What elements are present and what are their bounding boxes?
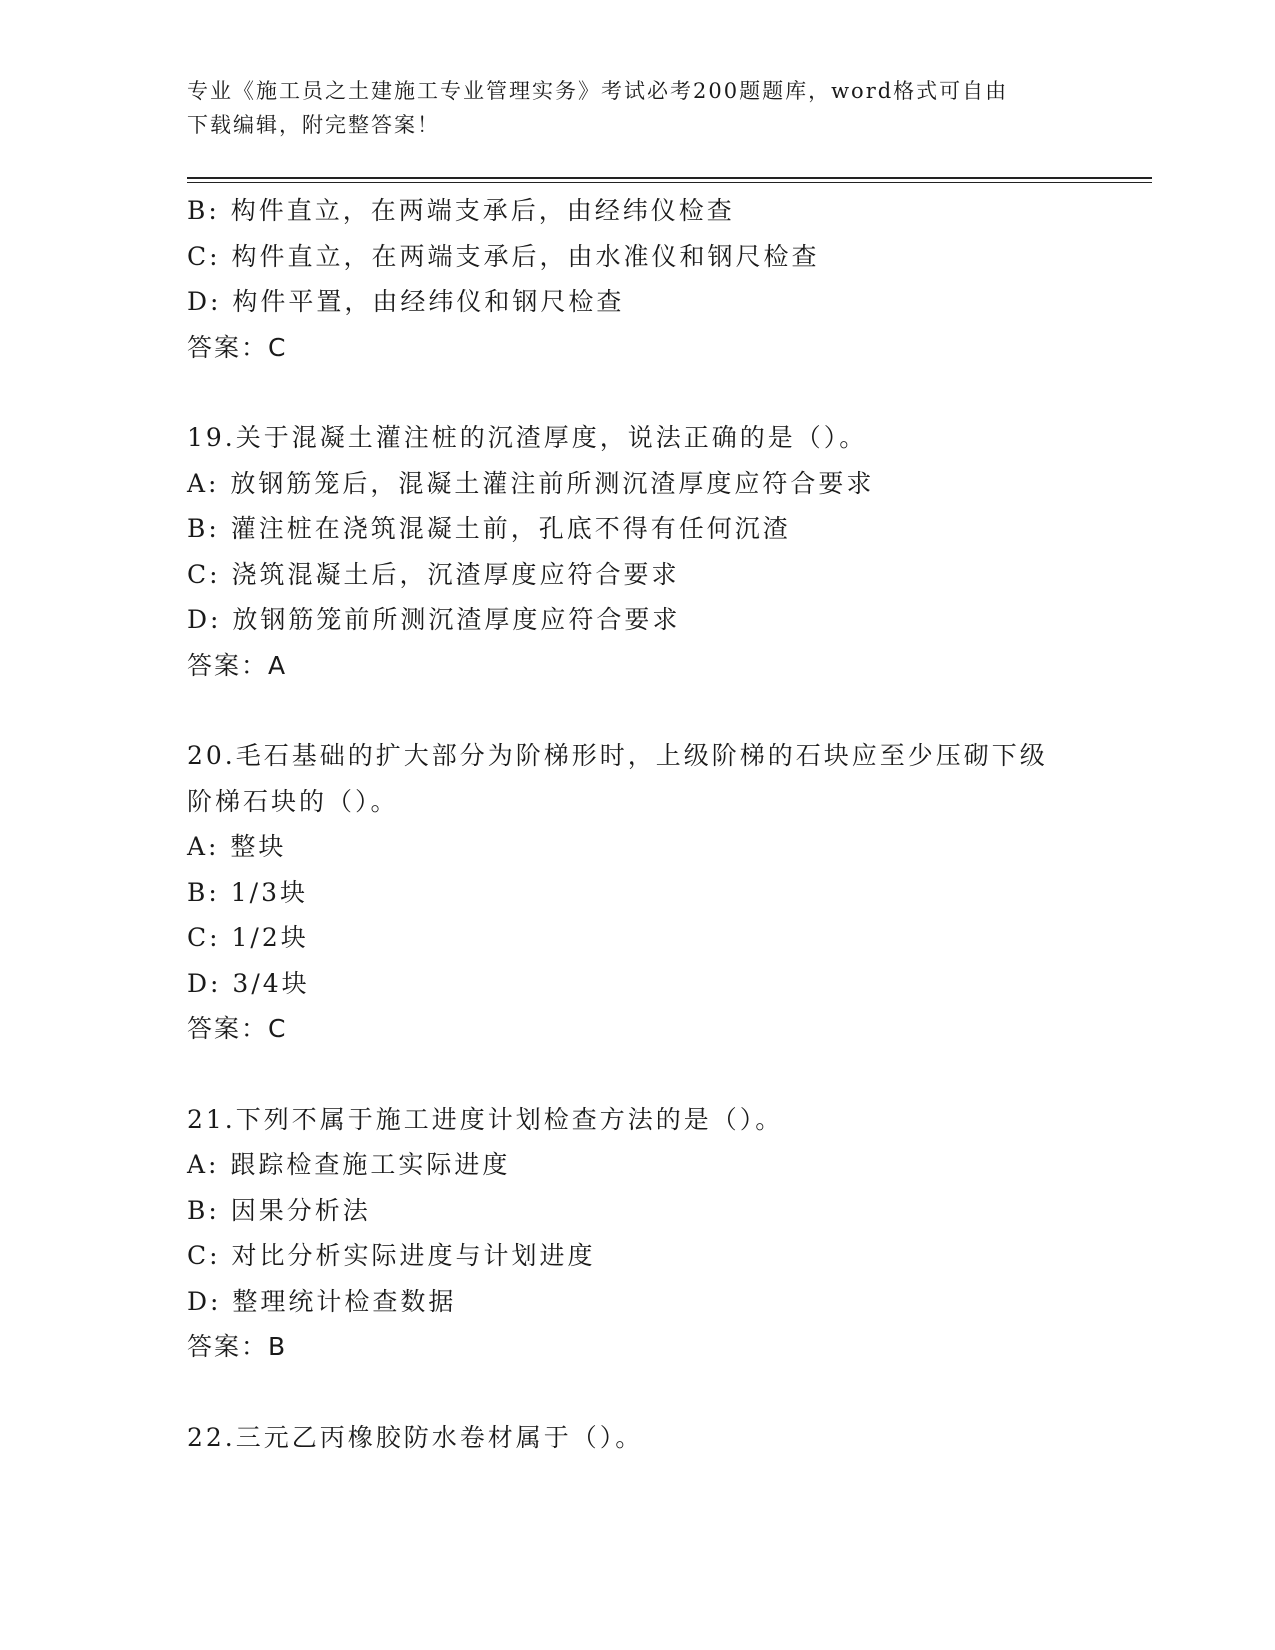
option-d: D: 整理统计检查数据 <box>187 1286 457 1316</box>
spacer <box>187 688 1147 733</box>
question-text: 21.下列不属于施工进度计划检查方法的是（）。 <box>187 1104 784 1134</box>
answer-line: 答案：B <box>187 1332 288 1361</box>
answer-line: 答案：A <box>187 650 288 680</box>
document-header <box>187 74 1087 142</box>
option-a: A: 整块 <box>187 832 287 861</box>
option-a: A: 跟踪检查施工实际进度 <box>187 1150 511 1179</box>
spacer <box>187 1370 1147 1415</box>
option-c: C: 浇筑混凝土后，沉渣厚度应符合要求 <box>187 559 680 589</box>
option-b: B: 因果分析法 <box>187 1195 371 1225</box>
question-text: 22.三元乙丙橡胶防水卷材属于（）。 <box>187 1422 644 1452</box>
question-block-20 <box>187 733 1147 1052</box>
option-c: C: 1/2块 <box>187 923 309 952</box>
answer-line: 答案：C <box>187 332 288 362</box>
spacer <box>187 1052 1147 1097</box>
question-text: 19.关于混凝土灌注桩的沉渣厚度，说法正确的是（）。 <box>187 423 868 452</box>
header-rule-thick <box>187 177 1152 179</box>
answer-line: 答案：C <box>187 1014 288 1043</box>
option-c: C: 对比分析实际进度与计划进度 <box>187 1241 596 1270</box>
question-text-line-2: 阶梯石块的（）。 <box>187 786 399 816</box>
question-content <box>187 188 1147 1460</box>
option-a: A: 放钢筋笼后，混凝土灌注前所测沉渣厚度应符合要求 <box>187 468 875 498</box>
option-d: D: 放钢筋笼前所测沉渣厚度应符合要求 <box>187 605 681 634</box>
option-d: D: 构件平置，由经纬仪和钢尺检查 <box>187 287 625 316</box>
spacer <box>187 370 1147 415</box>
header-line-2: 下载编辑，附完整答案！ <box>187 113 440 137</box>
question-block-21 <box>187 1097 1147 1370</box>
option-b: B: 1/3块 <box>187 877 308 907</box>
question-text-line-1: 20.毛石基础的扩大部分为阶梯形时，上级阶梯的石块应至少压砌下级 <box>187 741 1048 770</box>
question-block-18-tail <box>187 188 1147 370</box>
question-block-19 <box>187 415 1147 688</box>
option-b: B: 构件直立，在两端支承后，由经纬仪检查 <box>187 196 735 225</box>
option-b: B: 灌注桩在浇筑混凝土前，孔底不得有任何沉渣 <box>187 514 791 543</box>
option-d: D: 3/4块 <box>187 968 310 998</box>
header-line-1: 专业《施工员之土建施工专业管理实务》考试必考200题题库，word格式可自由 <box>187 79 1009 103</box>
option-c: C: 构件直立，在两端支承后，由水准仪和钢尺检查 <box>187 241 820 271</box>
header-rule-thin <box>187 182 1152 183</box>
question-block-22 <box>187 1415 1147 1461</box>
